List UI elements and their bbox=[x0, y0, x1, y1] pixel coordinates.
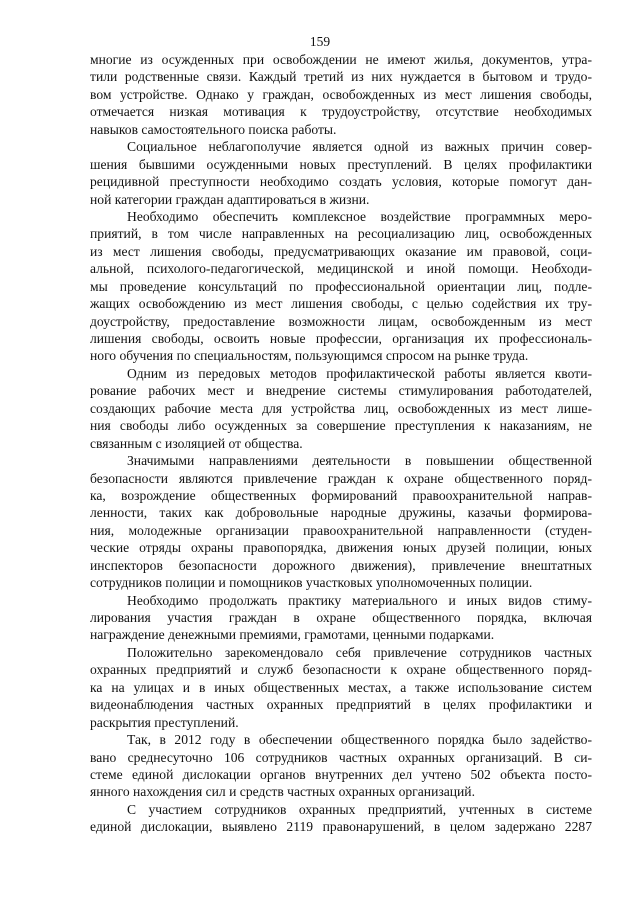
text-line: ния свободы либо осужденных за совершение преступления к наказаниям, не bbox=[90, 418, 592, 434]
text-line: из мест лишения свободы, предусматривающих оказание им правовой, соци- bbox=[90, 243, 592, 259]
text-line: рецидивной преступности необходимо создать условия, которые помогут дан- bbox=[90, 174, 592, 190]
text-line: Значимыми направлениями деятельности в повышении общественной bbox=[127, 453, 592, 469]
text-line: жащих освобождению из мест лишения свободы, с целью содействия их тру- bbox=[90, 296, 592, 312]
text-line: навыков самостоятельного поиска работы. bbox=[90, 121, 337, 137]
text-line: ной категории граждан адаптироваться в жизни. bbox=[90, 191, 370, 207]
text-line: стеме единой дислокации органов внутренних дел учтено 502 объекта посто- bbox=[90, 766, 592, 782]
text-line: инспекторов безопасности дорожного движения), привлечение внештатных bbox=[90, 557, 592, 573]
text-line: многие из осужденных при освобождении не имеют жилья, документов, утра- bbox=[90, 52, 592, 67]
text-line: янного нахождения сил и средств частных охранных организаций. bbox=[90, 784, 475, 800]
text-line: ния, молодежные организации правоохранительной направленности (студен- bbox=[90, 522, 592, 538]
text-line: вом устройстве. Однако у граждан, освобожденных из мест лишения свободы, bbox=[90, 86, 592, 102]
text-line: связанным с изоляцией от общества. bbox=[90, 435, 303, 451]
text-line: Необходимо обеспечить комплексное воздействие программных меро- bbox=[127, 208, 592, 224]
text-line: ного обучения по специальностям, пользующимся спросом на рынке труда. bbox=[90, 348, 529, 364]
text-line: Так, в 2012 году в обеспечении общественного порядка было задейство- bbox=[127, 732, 592, 748]
text-line: Необходимо продолжать практику материального и иных видов стиму- bbox=[127, 592, 592, 608]
text-line: создающих рабочие места для устройства лиц, освобожденных из мест лише- bbox=[90, 400, 592, 416]
paragraph bbox=[90, 51, 592, 138]
text-line: охранных предприятий и служб безопасности к охране общественного поряд- bbox=[90, 662, 592, 678]
paragraph bbox=[90, 592, 592, 644]
paragraph bbox=[90, 801, 592, 836]
text-line: лишения свободы, освоить новые профессии, организация их профессиональ- bbox=[90, 331, 592, 346]
text-line: приятий, в том числе направленных на ресоциализацию лиц, освобожденных bbox=[90, 226, 592, 242]
text-line: тили родственные связи. Каждый третий из них нуждается в бытовом и трудо- bbox=[90, 69, 592, 85]
text-line: вано среднесуточно 106 сотрудников частных охранных организаций. В си- bbox=[90, 749, 592, 765]
paragraph bbox=[90, 644, 592, 731]
text-line: Социальное неблагополучие является одной из важных причин совер- bbox=[127, 139, 592, 155]
text-line: мы проведение консультаций по профессиональной ориентации лиц, подле- bbox=[90, 278, 592, 294]
text-line: С участием сотрудников охранных предприятий, учтенных в системе bbox=[127, 801, 592, 817]
paragraph bbox=[90, 208, 592, 365]
text-line: ка на улицах и в иных общественных местах, а также использование систем bbox=[90, 679, 592, 695]
text-line: видеонаблюдения частных охранных предприятий в целях профилактики и bbox=[90, 697, 592, 713]
text-line: Положительно зарекомендовало себя привлечение сотрудников частных bbox=[127, 644, 592, 660]
text-line: Одним из передовых методов профилактической работы является квоти- bbox=[127, 365, 592, 381]
text-line: награждение денежными премиями, грамотами, ценными подарками. bbox=[90, 627, 495, 643]
text-line: единой дислокации, выявлено 2119 правонарушений, в целом задержано 2287 bbox=[90, 819, 592, 835]
text-line: ленности, таких как добровольные народные дружины, казачьи формирова- bbox=[90, 505, 592, 521]
text-line: сотрудников полиции и помощников участковых уполномоченных полиции. bbox=[90, 575, 533, 591]
text-line: лирования участия граждан в охране общественного порядка, включая bbox=[90, 610, 592, 625]
paragraph bbox=[90, 365, 592, 452]
text-line: ка, возрождение общественных формирований правоохранительной направ- bbox=[90, 487, 592, 503]
text-line: шения бывшими осужденными новых преступлений. В целях профилактики bbox=[90, 156, 592, 172]
document-body bbox=[90, 51, 592, 836]
text-line: доустройству, предоставление возможности лицам, освобожденным из мест bbox=[90, 313, 592, 329]
text-line: раскрытия преступлений. bbox=[90, 714, 239, 730]
page-number: 159 bbox=[309, 34, 331, 49]
text-line: ческие отряды охраны правопорядка, движения юных друзей полиции, юных bbox=[90, 540, 592, 556]
text-line: безопасности являются привлечение граждан к охране общественного поряд- bbox=[90, 470, 592, 486]
text-line: рование рабочих мест и внедрение системы стимулирования работодателей, bbox=[90, 383, 592, 399]
text-line: альной, психолого-педагогической, медицинской и иной помощи. Необходи- bbox=[90, 261, 592, 277]
paragraph bbox=[90, 138, 592, 208]
text-line: отмечается низкая мотивация к трудоустройству, отсутствие необходимых bbox=[90, 104, 592, 120]
paragraph bbox=[90, 452, 592, 592]
paragraph bbox=[90, 731, 592, 801]
